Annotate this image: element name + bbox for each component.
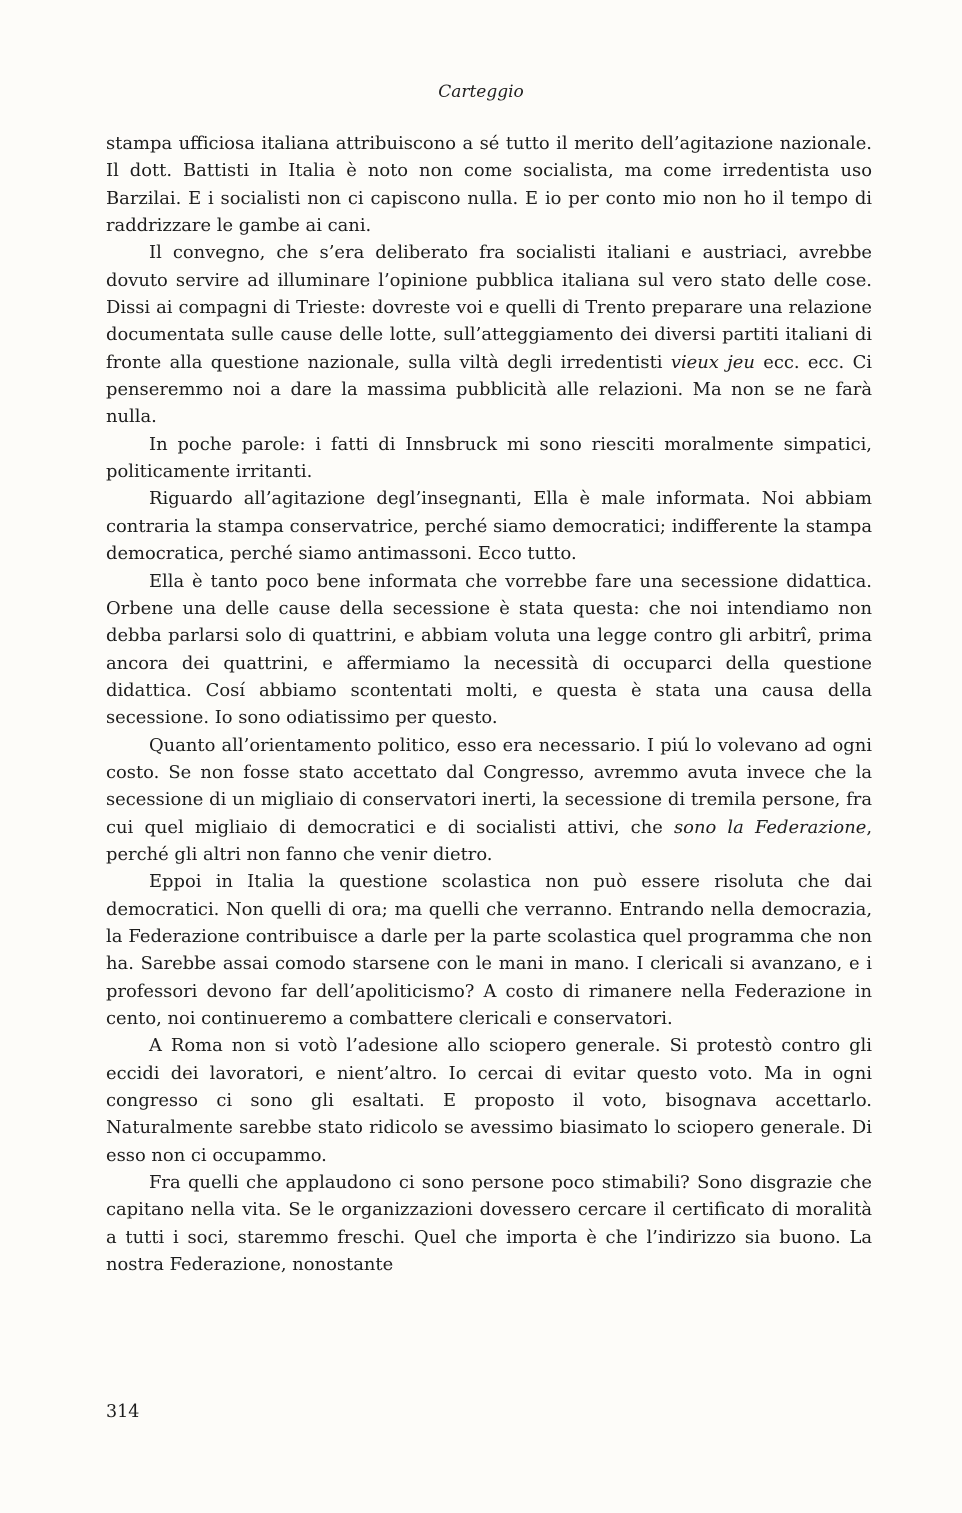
italic-phrase: sono la Federazione — [674, 816, 867, 838]
text-run: In poche parole: i fatti di Innsbruck mi sono riesciti moralmente simpatici, politicamente irritanti. — [106, 433, 872, 483]
paragraph — [106, 1032, 872, 1169]
text-run: , perché gli altri non fanno che venir dietro. — [106, 816, 872, 865]
body-text — [106, 130, 872, 1278]
italic-phrase: vieux jeu — [670, 351, 755, 373]
text-run: stampa ufficiosa italiana attribuiscono a sé tutto il merito dell’agitazione nazionale. Il dott. Battisti in Italia è noto non come socialista, ma come irredentista uso Barzilai. E i socialisti non ci capiscono nulla. E io per conto mio non ho il tempo di raddrizzare le gambe ai cani. — [106, 133, 872, 237]
paragraph — [106, 868, 872, 1032]
text-run: A Roma non si votò l’adesione allo sciopero generale. Si protestò contro gli eccidi dei lavoratori, e nient’altro. Io cercai di evitar questo voto. Ma in ogni congresso ci sono gli esaltati. E proposto il voto, bisognava accettarlo. Naturalmente sarebbe stato ridicolo se avessimo biasimato lo sciopero generale. Di esso non ci occupammo. — [106, 1035, 872, 1166]
paragraph — [106, 239, 872, 430]
paragraph — [106, 431, 872, 486]
text-run: ecc. ecc. Ci penseremmo noi a dare la massima pubblicità alle relazioni. Ma non se ne farà nulla. — [106, 351, 872, 428]
text-run: Quanto all’orientamento politico, esso era necessario. I piú lo volevano ad ogni costo. Se non fosse stato accettato dal Congresso, avremmo avuta invece che la secessione di un migliaio di conservatori inerti, la secessione di tremila persone, fra cui quel migliaio di democratici e di socialisti attivi, che — [106, 734, 872, 838]
text-run: Riguardo all’agitazione degl’insegnanti, Ella è male informata. Noi abbiam contraria la stampa conservatrice, perché siamo democratici; indifferente la stampa democratica, perché siamo antimassoni. Ecco tutto. — [106, 488, 872, 565]
running-head: Carteggio — [438, 82, 524, 102]
text-run: Fra quelli che applaudono ci sono persone poco stimabili? Sono disgrazie che capitano nella vita. Se le organizzazioni dovessero cercare il certificato di moralità a tutti i soci, staremmo freschi. Quel che importa è che l’indirizzo sia buono. La nostra Federazione, nonostante — [106, 1172, 872, 1276]
paragraph — [106, 485, 872, 567]
paragraph — [106, 568, 872, 732]
page-number: 314 — [106, 1402, 140, 1422]
paragraph — [106, 1169, 872, 1278]
text-run: Eppoi in Italia la questione scolastica non può essere risoluta che dai democratici. Non quelli di ora; ma quelli che verranno. Entrando nella democrazia, la Federazione contribuisce a darle per la parte scolastica quel programma che non ha. Sarebbe assai comodo starsene con le mani in mano. I clericali si avanzano, e i professori devono far dell’apoliticismo? A costo di rimanere nella Federazione in cento, noi continueremo a combattere clericali e conservatori. — [106, 871, 872, 1029]
text-run: Ella è tanto poco bene informata che vorrebbe fare una secessione didattica. Orbene una delle cause della secessione è stata questa: che noi intendiamo non debba parlarsi solo di quattrini, e abbiam voluta una legge contro gli arbitrî, prima ancora dei quattrini, e affermiamo la necessità di occuparci della questione didattica. Cosí abbiamo scontentati molti, e questa è stata una causa della secessione. Io sono odiatissimo per questo. — [106, 570, 872, 729]
text-run: Il convegno, che s’era deliberato fra socialisti italiani e austriaci, avrebbe dovuto servire ad illuminare l’opinione pubblica italiana sul vero stato delle cose. Dissi ai compagni di Trieste: dovreste voi e quelli di Trento preparare una relazione documentata sulle cause delle lotte, sull’atteggiamento dei diversi partiti italiani di fronte alla questione nazionale, sulla viltà degli irredentisti — [106, 242, 872, 373]
paragraph — [106, 130, 872, 239]
paragraph — [106, 732, 872, 869]
